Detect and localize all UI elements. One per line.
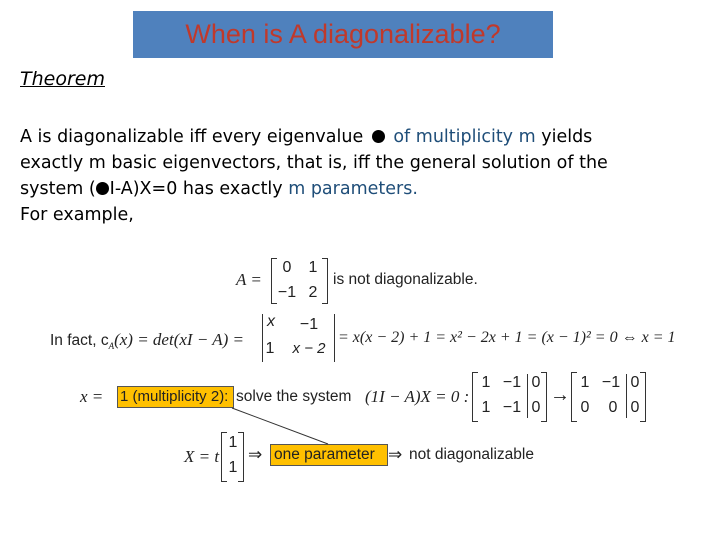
det-cell: x − 2 [292,340,326,357]
char-poly-expansion: = x(x − 2) + 1 = x² − 2x + 1 = (x − 1)² = 0 ⇔ x = 1 [338,329,676,346]
system-equation: (1I − A)X = 0 : [365,387,470,406]
in-fact-text: In fact, c [50,332,109,349]
slide-title: When is A diagonalizable? [185,19,501,49]
solve-text: solve the system [236,388,352,405]
aug2-cell: 0 [580,399,590,416]
det-cell: x [267,313,275,330]
solution-x-label: X = t [184,447,220,466]
implies-arrow: ⇒ [248,445,263,464]
parameters-text: m parameters. [288,179,418,199]
aug1-cell: 0 [531,374,541,391]
one-parameter-label: one parameter [274,446,375,463]
row-reduce-arrow: → [550,384,570,406]
multiplicity-label: 1 (multiplicity 2): [120,388,229,405]
matrix-a-cell: 1 [308,259,318,276]
statement-text: system ( [20,179,96,199]
theorem-label: Theorem [20,68,105,90]
aug1-cell: 0 [531,399,541,416]
statement-text: A is diagonalizable iff every eigenvalue [20,127,369,147]
aug2-cell: 0 [630,374,640,391]
subscript-a: A [108,341,115,352]
det-cell: −1 [299,316,319,333]
det-cell: 1 [265,340,275,357]
vector-cell: 1 [228,459,238,476]
multiplicity-text: of multiplicity m [387,127,536,147]
aug2-cell: 0 [608,399,618,416]
aug1-cell: 1 [481,399,491,416]
matrix-a-cell: 0 [282,259,292,276]
eigenvalue-x-label: x = [80,387,104,406]
matrix-a-cell: −1 [277,284,297,301]
statement-line-4: For example, [20,205,134,225]
aug1-cell: 1 [481,374,491,391]
vector-cell: 1 [228,434,238,451]
aug2-cell: 0 [630,399,640,416]
char-poly-det: (x) = det(xI − A) = [114,330,245,349]
not-diagonalizable-note: is not diagonalizable. [333,271,478,288]
statement-line-2: exactly m basic eigenvectors, that is, iff the general solution of the [20,153,608,173]
not-diagonalizable-conclusion: not diagonalizable [409,446,534,463]
matrix-a-cell: 2 [308,284,318,301]
aug1-cell: −1 [502,374,522,391]
statement-text: I-A)X=0 has exactly [109,179,289,199]
implies-arrow: ⇒ [388,445,403,464]
aug2-cell: −1 [601,374,621,391]
aug2-cell: 1 [580,374,590,391]
statement-text: yields [535,127,593,147]
aug1-cell: −1 [502,399,522,416]
matrix-a-label: A = [236,270,262,289]
